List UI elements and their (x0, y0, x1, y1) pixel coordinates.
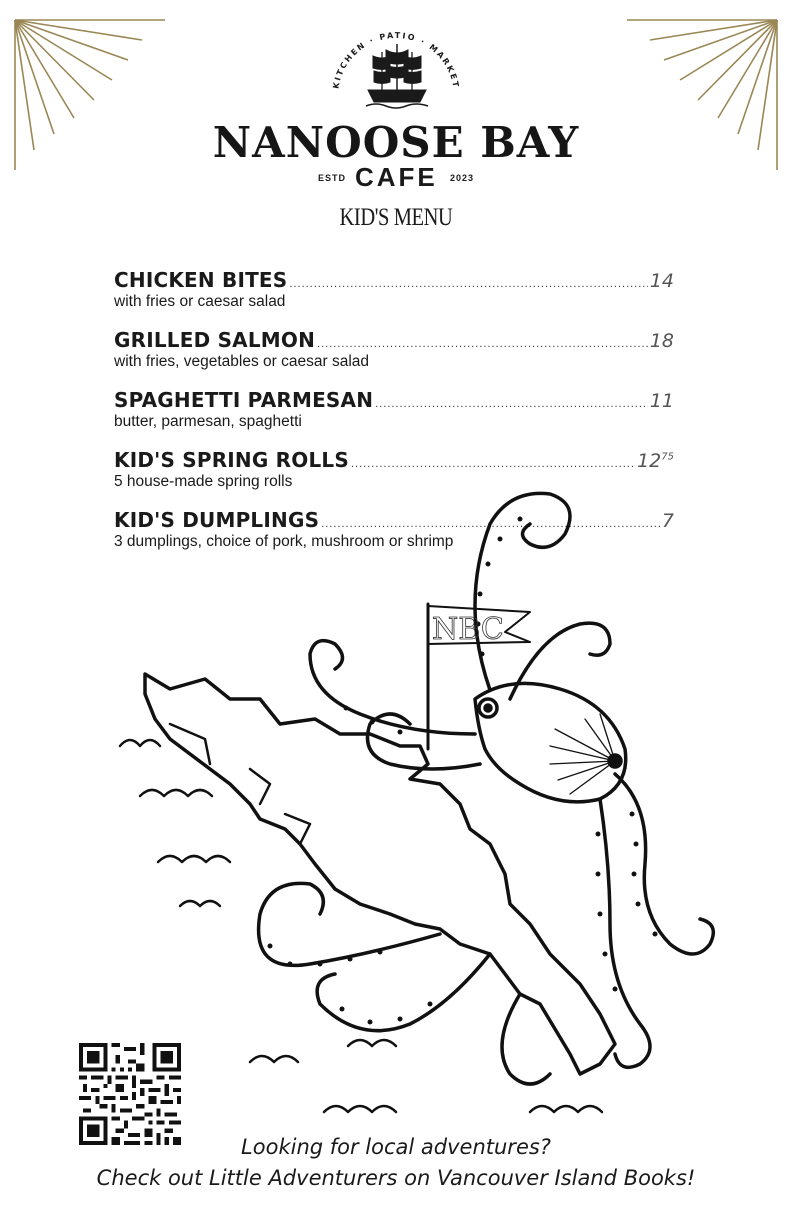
island-outline (145, 674, 615, 1074)
tentacle (475, 493, 570, 690)
footer-line-1: Looking for local adventures? (241, 1135, 551, 1159)
tentacle (310, 641, 475, 734)
item-price: 14 (649, 270, 674, 292)
item-name: CHICKEN BITES (114, 268, 288, 292)
qr-code[interactable] (79, 1043, 181, 1145)
ship-logo-icon (364, 40, 430, 110)
item-description: 5 house-made spring rolls (114, 473, 293, 490)
dot-leader (317, 338, 648, 350)
item-name: KID'S SPRING ROLLS (114, 448, 349, 472)
octopus-head (475, 683, 626, 801)
menu-title: KID'S MENU (339, 204, 453, 231)
footer-line-2: Check out Little Adventurers on Vancouver Island Books! (96, 1166, 696, 1190)
item-price: 11 (649, 390, 674, 412)
established-year: 2023 (450, 173, 475, 183)
item-description: 3 dumplings, choice of pork, mushroom or shrimp (114, 533, 454, 550)
menu-item (114, 328, 674, 388)
item-name: SPAGHETTI PARMESAN (114, 388, 374, 412)
item-price: 7 (661, 510, 674, 532)
brand-name: NANOOSE BAY (212, 118, 580, 167)
footer-promo (0, 1132, 792, 1194)
item-name: GRILLED SALMON (114, 328, 316, 352)
tentacle (615, 774, 713, 954)
brand-sub-name: CAFE (355, 162, 438, 192)
dot-leader (375, 398, 648, 410)
item-price: 18 (649, 330, 674, 352)
menu-item (114, 268, 674, 328)
tentacle (317, 954, 490, 1031)
item-description: with fries, vegetables or caesar salad (114, 353, 370, 370)
item-price: $12^{75}$ (637, 450, 674, 472)
menu-item (114, 388, 674, 448)
flag-text: NBC (432, 612, 504, 647)
item-description: with fries or caesar salad (114, 293, 286, 310)
dot-leader (351, 458, 635, 470)
item-description: butter, parmesan, spaghetti (114, 413, 302, 430)
svg-text:KITCHEN · PATIO · MARKET: KITCHEN · PATIO · MARKET (331, 30, 461, 90)
dot-leader (289, 278, 647, 290)
octopus-island-illustration (110, 484, 730, 1124)
item-name: KID'S DUMPLINGS (114, 508, 320, 532)
estd-label: ESTD (318, 173, 347, 183)
